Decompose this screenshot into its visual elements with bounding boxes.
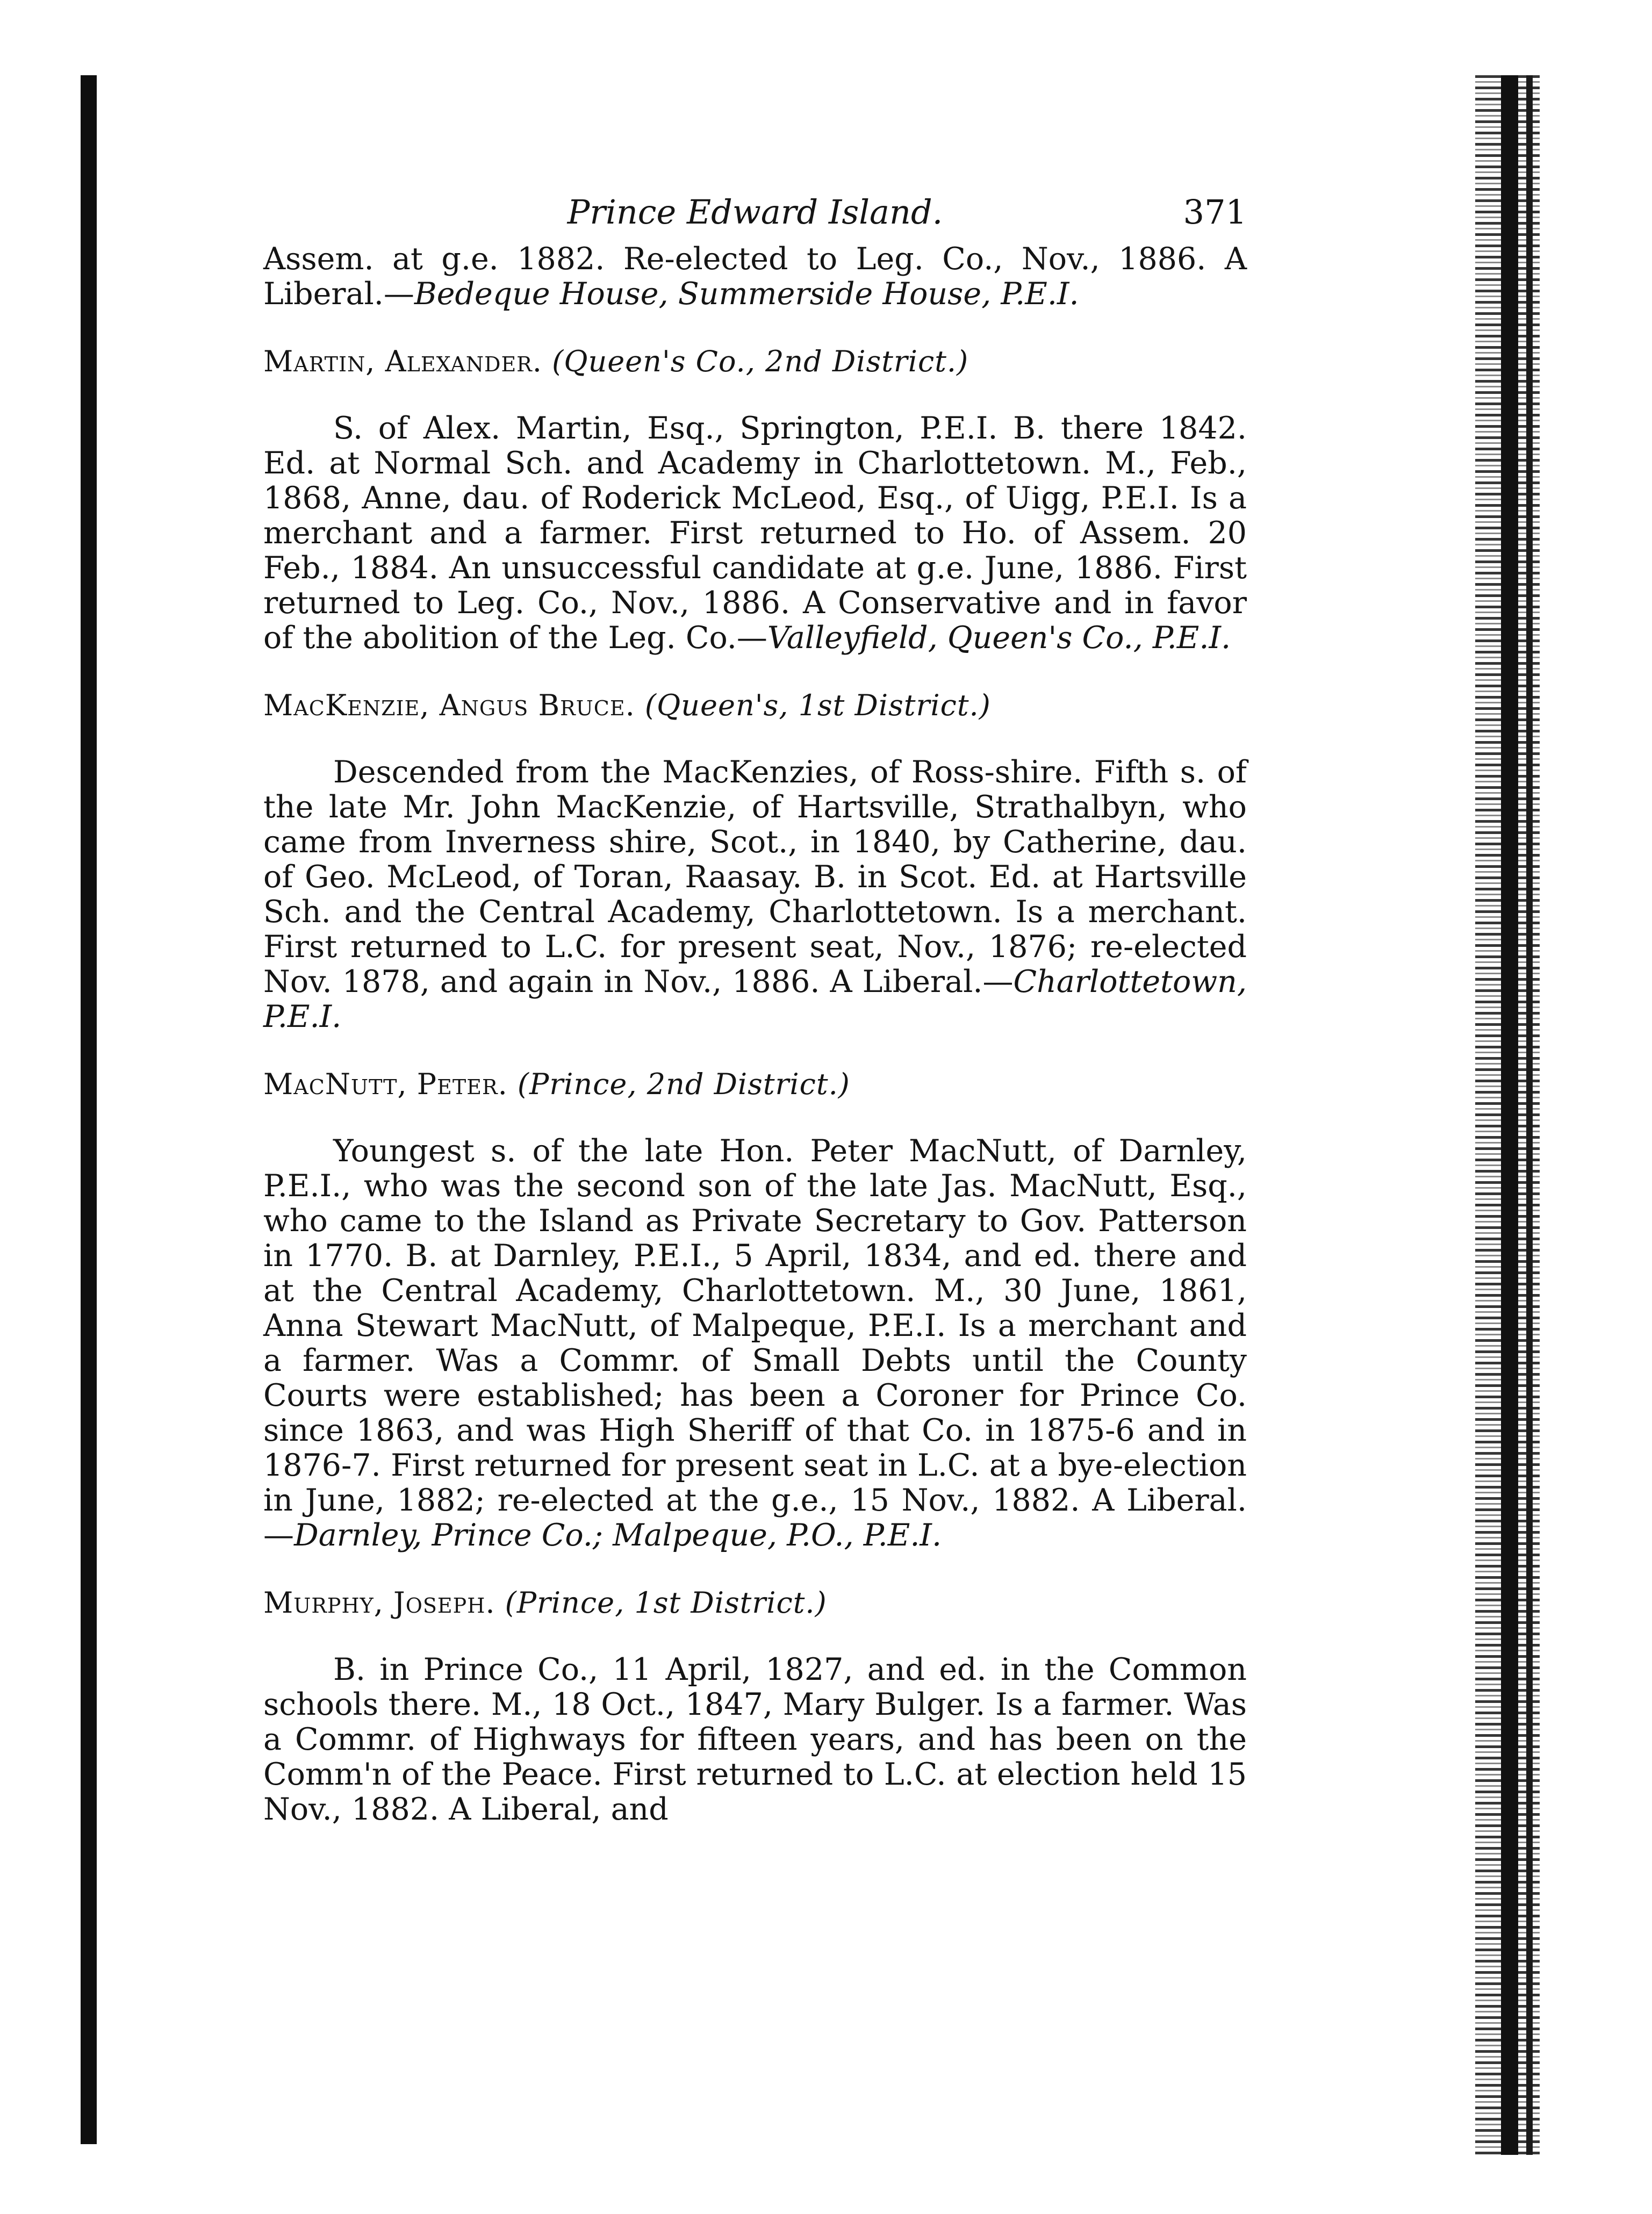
entry-text: S. of Alex. Martin, Esq., Springton, P.E.I. B. there 1842. Ed. at Normal Sch. and Academy in Charlottetown. M., Feb., 1868, Anne, dau. of Roderick McLeod, Esq., of Uigg, P.E.I. Is a merchant and a farmer. First returned to Ho. of Assem. 20 Feb., 1884. An unsuccessful candidate at g.e. June, 1886. First returned to Leg. Co., Nov., 1886. A Conservative and in favor of the abolition of the Leg. Co.— <box>263 411 1247 656</box>
entry-constituency: (Prince, 2nd District.) <box>517 1067 850 1101</box>
continuation-text: Assem. at g.e. 1882. Re-elected to Leg. Co., Nov., 1886. A Liberal.— <box>263 241 1247 312</box>
entry-name: MacNutt, Peter. <box>263 1067 508 1101</box>
entry-murphy <box>263 1585 1247 1827</box>
entry-name: MacKenzie, Angus Bruce. <box>263 688 635 722</box>
entry-name: Martin, Alexander. <box>263 344 542 378</box>
page-content <box>263 183 1247 1827</box>
entry-biography <box>263 755 1247 1034</box>
running-head <box>263 183 1247 242</box>
entry-heading <box>263 688 1247 723</box>
continuation-address: Bedeque House, Summerside House, P.E.I. <box>414 276 1079 312</box>
binding-shadow <box>81 75 97 2144</box>
entry-heading <box>263 1585 1247 1620</box>
entry-name: Murphy, Joseph. <box>263 1586 495 1620</box>
running-title: Prince Edward Island. <box>567 192 943 232</box>
entry-address: Valleyfield, Queen's Co., P.E.I. <box>767 620 1231 656</box>
entry-heading <box>263 1067 1247 1102</box>
entry-address: Darnley, Prince Co.; Malpeque, P.O., P.E.I. <box>294 1518 942 1553</box>
entry-constituency: (Queen's, 1st District.) <box>644 688 991 722</box>
entry-heading <box>263 344 1247 379</box>
entry-martin <box>263 344 1247 656</box>
entry-mackenzie <box>263 688 1247 1034</box>
entry-macnutt <box>263 1067 1247 1553</box>
entry-text: Youngest s. of the late Hon. Peter MacNutt, of Darnley, P.E.I., who was the second son of the late Jas. MacNutt, Esq., who came to the Island as Private Secretary to Gov. Patterson in 1770. B. at Darnley, P.E.I., 5 April, 1834, and ed. there and at the Central Academy, Charlottetown. M., 30 June, 1861, Anna Stewart MacNutt, of Malpeque, P.E.I. Is a merchant and a farmer. Was a Commr. of Small Debts until the County Courts were established; has been a Coroner for Prince Co. since 1863, and was High Sheriff of that Co. in 1875-6 and in 1876-7. First returned for present seat in L.C. at a bye-election in June, 1882; re-elected at the g.e., 15 Nov., 1882. A Liberal.— <box>263 1133 1247 1553</box>
page-number: 371 <box>1183 192 1247 232</box>
entry-text: Descended from the MacKenzies, of Ross-shire. Fifth s. of the late Mr. John MacKenzie, of Hartsville, Strathalbyn, who came from Inverness shire, Scot., in 1840, by Catherine, dau. of Geo. McLeod, of Toran, Raasay. B. in Scot. Ed. at Hartsville Sch. and the Central Academy, Charlottetown. Is a merchant. First returned to L.C. for present seat, Nov., 1876; re-elected Nov. 1878, and again in Nov., 1886. A Liberal.— <box>263 754 1247 1000</box>
entry-constituency: (Queen's Co., 2nd District.) <box>552 344 969 378</box>
entry-biography <box>263 411 1247 656</box>
entry-biography <box>263 1652 1247 1827</box>
entry-address: Charlottetown, P.E.I. <box>263 964 1247 1034</box>
entry-constituency: (Prince, 1st District.) <box>505 1586 827 1620</box>
page-edge-scan-artifact <box>1475 75 1540 2155</box>
entry-text: B. in Prince Co., 11 April, 1827, and ed. in the Common schools there. M., 18 Oct., 1847, Mary Bulger. Is a farmer. Was a Commr. of Highways for fifteen years, and has been on the Comm'n of the Peace. First returned to L.C. at election held 15 Nov., 1882. A Liberal, and <box>263 1652 1247 1827</box>
continuation-paragraph <box>263 242 1247 312</box>
entry-biography <box>263 1134 1247 1553</box>
